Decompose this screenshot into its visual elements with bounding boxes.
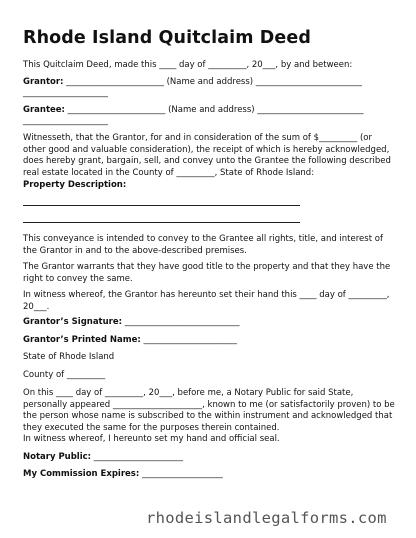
notary-county: County of _________ (23, 370, 106, 380)
conveyance-paragraph: This conveyance is intended to convey to the Grantee all rights, title, and interest of the Grantor in and to the above-described premises. (23, 234, 383, 256)
grantor-printed-name-line (23, 335, 395, 347)
grantee-line (23, 105, 395, 117)
grantee-blank: _______________________ (Name and address) _________________________ (64, 105, 364, 115)
grantor-signature-label: Grantor’s Signature: (23, 317, 123, 327)
commission-expires-blank: ___________________ (139, 469, 223, 479)
grantor-printed-name-blank: ______________________ (140, 335, 237, 345)
notary-public-blank: _____________________ (91, 452, 184, 462)
grantor-line (23, 77, 395, 89)
grantor-signature-blank: ___________________________ (122, 317, 240, 327)
warranty-paragraph: The Grantor warrants that they have good title to the property and that they have the right to convey the same. (23, 262, 391, 284)
property-description-label: Property Description: (23, 180, 127, 190)
grantor-printed-name-label: Grantor’s Printed Name: (23, 335, 141, 345)
grantor-witness-paragraph: In witness whereof, the Grantor has hereunto set their hand this ____ day of _________, 20___. (23, 290, 390, 312)
notary-public-line (23, 452, 395, 464)
grantor-blank: _______________________ (Name and address) _________________________ (63, 77, 363, 87)
property-description-line (23, 205, 300, 206)
grantor-signature-line (23, 317, 395, 329)
website-watermark: rhodeislandlegalforms.com (146, 509, 387, 527)
notary-witness-paragraph: In witness whereof, I hereunto set my hand and official seal. (23, 434, 280, 444)
witnesseth-paragraph: Witnesseth, that the Grantor, for and in consideration of the sum of $_________ (or other good and valuable consideration), the receipt of which is hereby acknowledged, does hereby grant, bargain, sell, and convey unto the Grantee the following described real estate located in the County of _________, State of Rhode Island: (23, 133, 391, 178)
notary-acknowledgment-paragraph: On this ____ day of _________, 20___, before me, a Notary Public for said State, personally appeared _____________________, known to me (or satisfactorily proven) to be the person whose name is subscribed to the within instrument and acknowledged that they executed the same for the purposes therein contained. (23, 388, 395, 433)
commission-expires-line (23, 469, 395, 481)
document-title: Rhode Island Quitclaim Deed (23, 28, 311, 48)
grantee-line-continued: ____________________ (23, 116, 108, 126)
notary-state: State of Rhode Island (23, 352, 115, 362)
grantee-label: Grantee: (23, 105, 65, 115)
property-description-line (23, 222, 300, 223)
commission-expires-label: My Commission Expires: (23, 469, 140, 479)
notary-public-label: Notary Public: (23, 452, 92, 462)
grantor-label: Grantor: (23, 77, 64, 87)
intro-paragraph: This Quitclaim Deed, made this ____ day of _________, 20___, by and between: (23, 60, 353, 70)
grantor-line-continued: ____________________ (23, 88, 108, 98)
